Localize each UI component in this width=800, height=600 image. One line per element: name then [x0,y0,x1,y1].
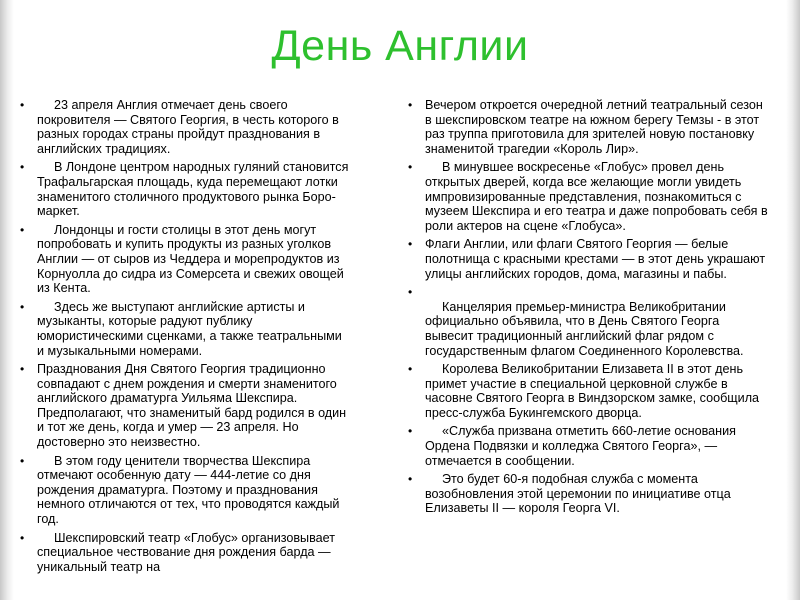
list-item [408,424,768,468]
paragraph-text [425,285,429,299]
bullet-icon: • [20,160,25,175]
list-item [20,531,350,575]
paragraph-text: Флаги Англии, или флаги Святого Георгия — белые полотнища с красными крестами — в этот день украшают улицы английских городов, дома, магазины и пабы. [425,237,766,281]
left-edge-shade [0,0,14,600]
list-item [20,160,350,218]
right-edge-shade [786,0,800,600]
list-item [20,454,350,527]
bullet-icon: • [20,453,25,468]
bullet-icon: • [408,285,413,300]
paragraph-text: Лондонцы и гости столицы в этот день могут попробовать и купить продукты из разных уголков Англии — от сыров из Чеддера и морепродуктов из Корнуолла до сидра из Сомерсета и свежих овощей из Кента. [37,222,344,296]
bullet-icon: • [20,299,25,314]
paragraph-text: Вечером откроется очередной летний театральный сезон в шекспировском театре на южном берегу Темзы - в этот раз труппа приготовила для зрителей новую постановку знаменитой трагедии «Король Лир». [425,98,763,156]
list-item [20,300,350,358]
paragraph-text: «Служба призвана отметить 660-летие основания Ордена Подвязки и колледжа Святого Георга», — отмечается в сообщении. [425,424,736,468]
paragraph-text: 23 апреля Англия отмечает день своего покровителя — Святого Георгия, в честь которого в разных городах страны пройдут празднования в английских традициях. [37,98,339,156]
bullet-icon: • [20,530,25,545]
paragraph-text: В этом году ценители творчества Шекспира отмечают особенную дату — 444-летие со дня рождения драматурга. Поэтому и празднования немного отличаются от тех, что проводятся каждый год. [37,453,340,527]
bullet-icon: • [408,362,413,377]
bullet-icon: • [20,98,25,112]
right-text-column [408,98,768,520]
paragraph-text: Это будет 60-я подобная служба с момента возобновления этой церемонии по инициативе отца Елизаветы II — короля Георга VI. [425,472,731,516]
list-item [20,98,350,156]
paragraph-text: Празднования Дня Святого Георгия традиционно совпадают с днем рождения и смерти знаменитого английского драматурга Уильяма Шекспира. Предполагают, что знаменитый бард родился в один и тот же день, когда и умер — 23 апреля. Но достоверно это неизвестно. [37,362,347,450]
paragraph-text: В Лондоне центром народных гуляний становится Трафальгарская площадь, куда перемещают лотки знаменитого столичного продуктового рынка Боро-маркет. [37,160,349,219]
list-item [20,223,350,296]
paragraph-text: Канцелярия премьер-министра Великобритании официально объявила, что в День Святого Георга вывесит традиционный английский флаг рядом с государственным флагом Соединенного Королевства. [425,299,744,358]
list-item [20,362,350,450]
left-text-column [20,98,350,578]
list-item [408,237,768,281]
bullet-icon: • [408,424,413,439]
paragraph-text: Королева Великобритании Елизавета II в этот день примет участие в специальной церковной службе в часовне Святого Георга в Виндзорском замке, сообщила пресс-служба Букингемского дворца. [425,362,760,420]
bullet-icon: • [408,98,413,112]
paragraph-text: Здесь же выступают английские артисты и музыканты, которые радуют публику юмористическими сценками, а также театральными и музыкальными номерами. [37,299,342,358]
bullet-icon: • [408,237,413,252]
list-item [408,285,768,300]
paragraph-text: Шекспировский театр «Глобус» организовывает специальное чествование дня рождения барда — уникальный театр на [37,530,336,574]
list-item [408,362,768,420]
bullet-icon: • [20,362,25,377]
bullet-icon: • [20,222,25,237]
paragraph-text: В минувшее воскресенье «Глобус» провел день открытых дверей, когда все желающие могли увидеть импровизированные представления, познакомиться с музеем Шекспира и его театра и даже попробовать себя в роли актеров на сцене «Глобуса». [425,160,768,233]
list-item [408,98,768,156]
bullet-icon: • [408,160,413,175]
bullet-icon: • [408,472,413,487]
list-item [408,300,768,358]
list-item [408,472,768,516]
slide-title: День Англии [271,22,529,70]
list-item [408,160,768,233]
